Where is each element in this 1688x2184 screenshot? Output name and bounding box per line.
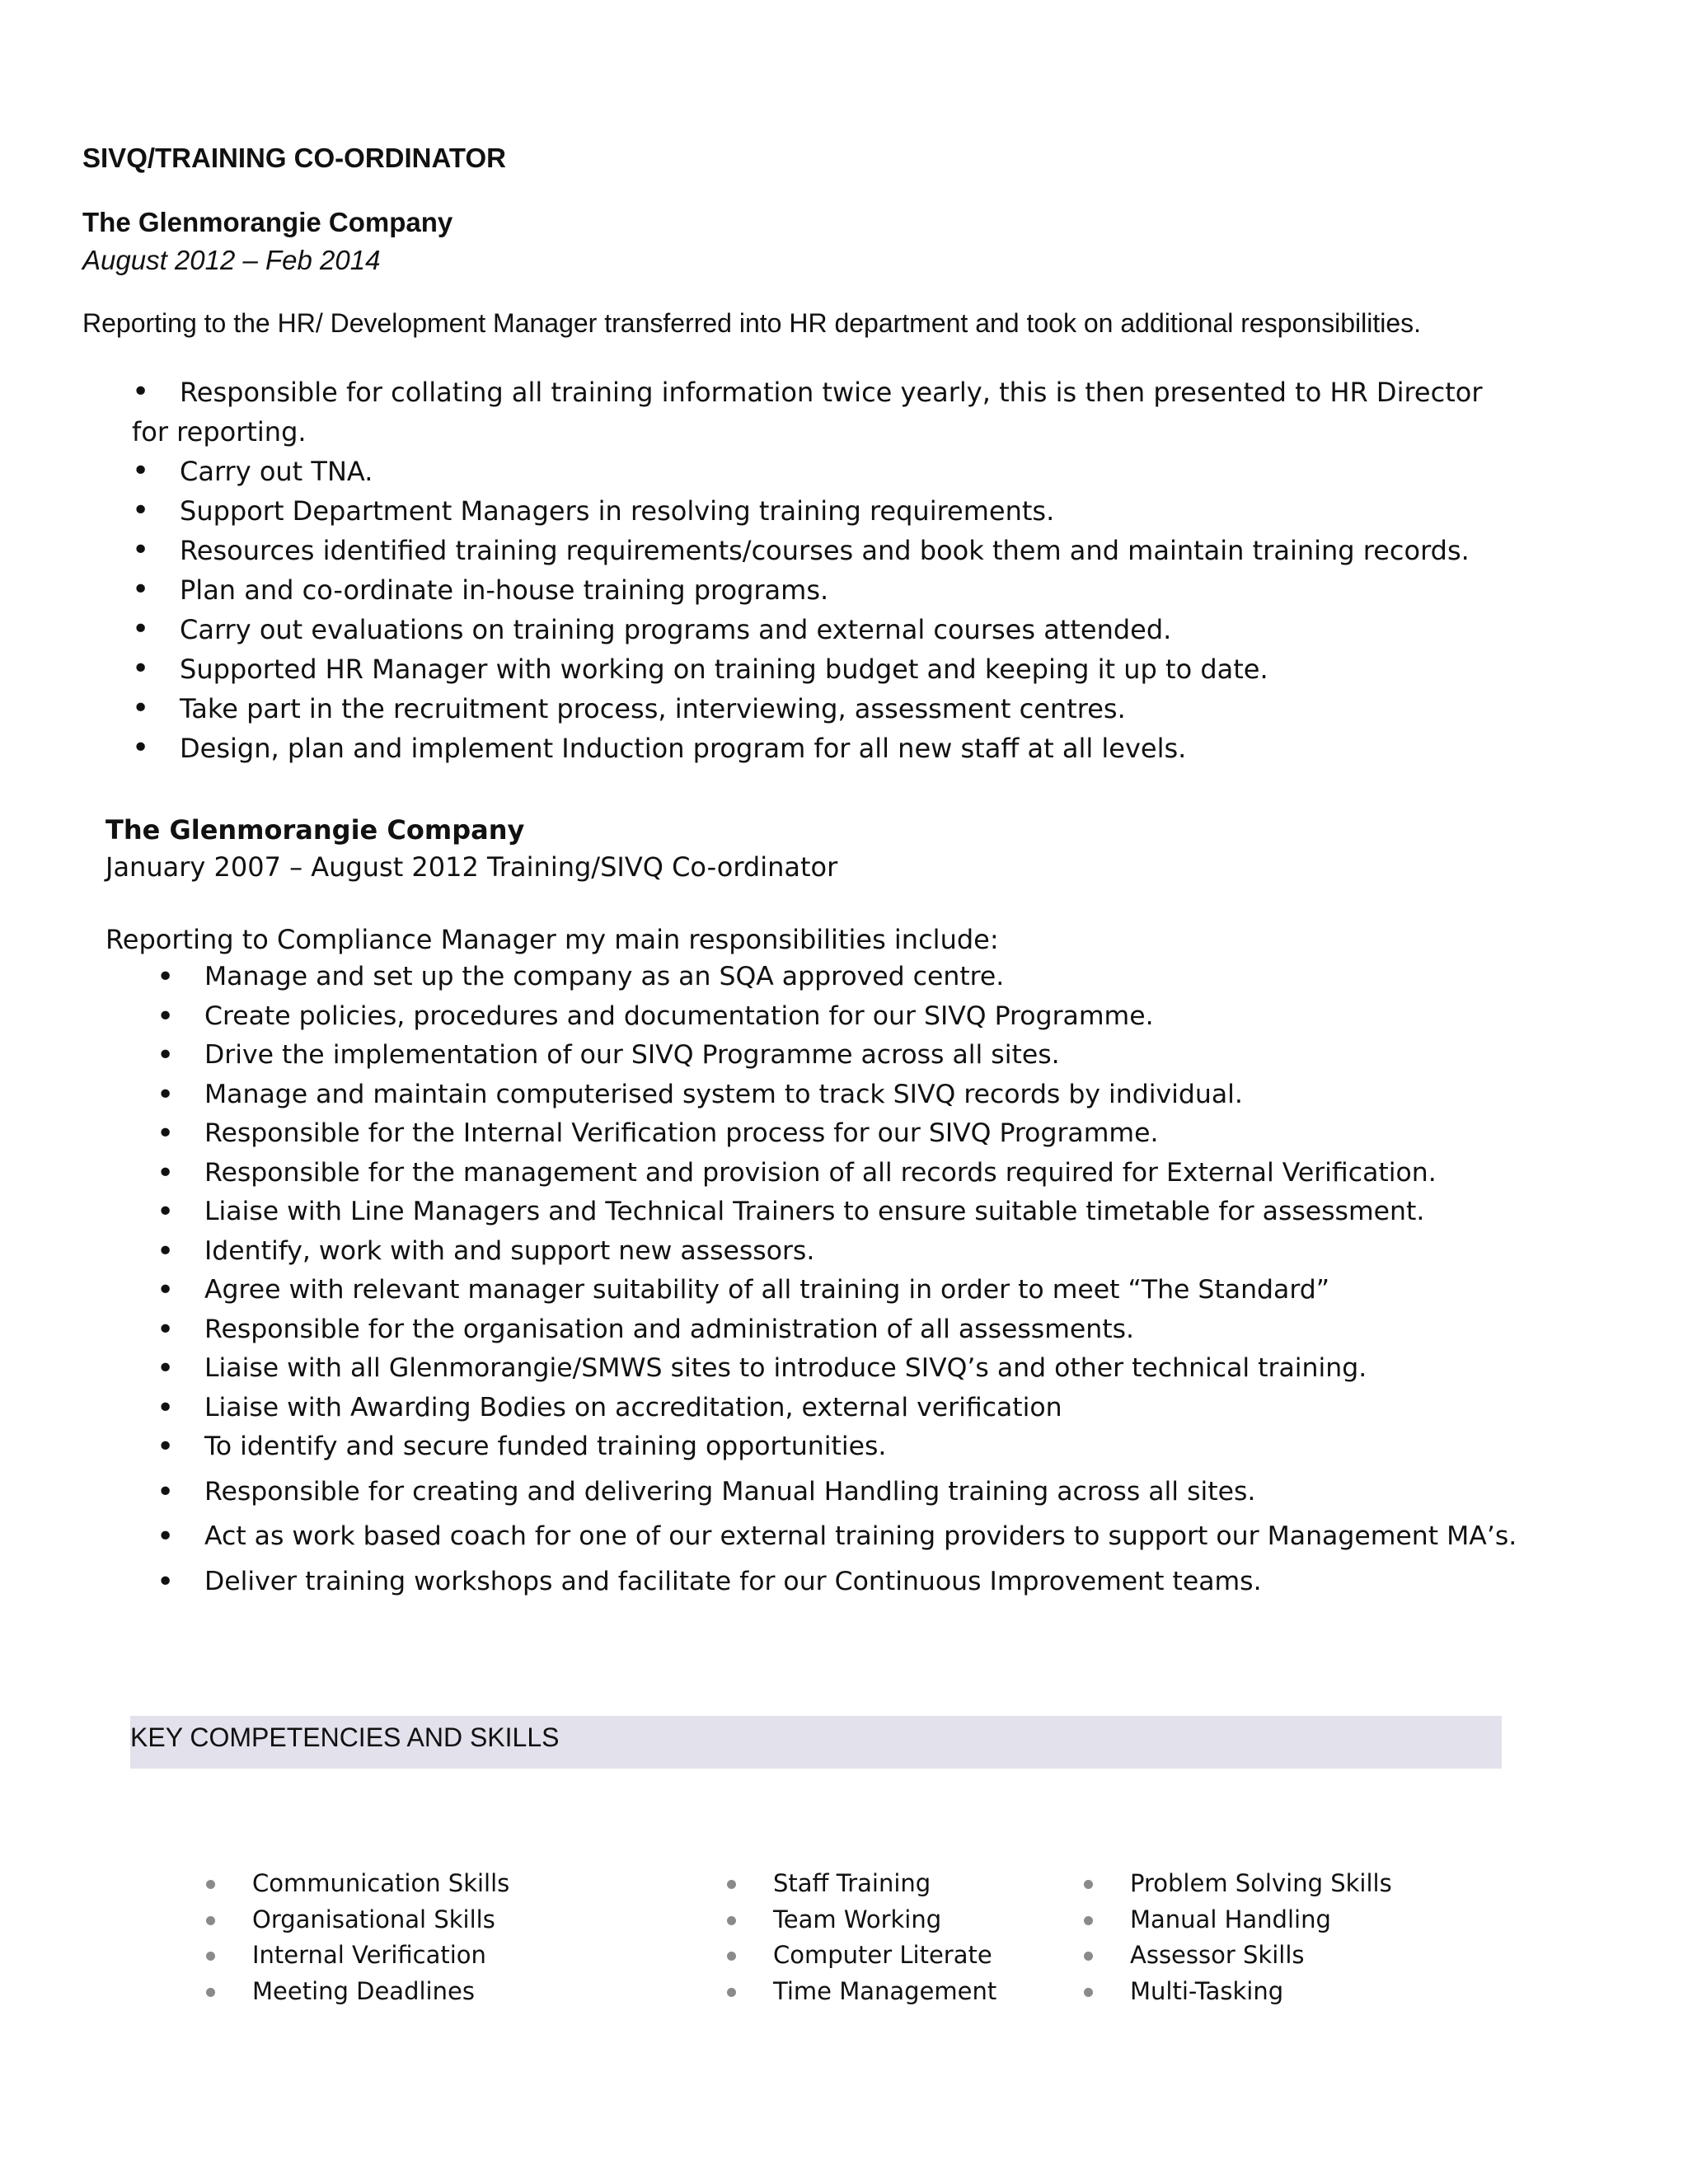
bullet-icon: • bbox=[157, 1273, 175, 1307]
bullet-icon: • bbox=[132, 533, 150, 567]
skills-column bbox=[725, 1866, 996, 2009]
responsibilities-list bbox=[132, 373, 1484, 768]
bullet-icon: • bbox=[157, 1430, 175, 1464]
bullet-icon: • bbox=[157, 1155, 175, 1190]
company-name: The Glenmorangie Company bbox=[82, 207, 453, 237]
bullet-icon: • bbox=[132, 612, 150, 646]
list-item: Team Working bbox=[725, 1902, 996, 1938]
bullet-icon bbox=[727, 1916, 736, 1925]
role-summary: Reporting to the HR/ Development Manager transferred into HR department and took on additional responsibilities. bbox=[82, 308, 1421, 338]
list-item: • Agree with relevant manager suitability of all training in order to meet “The Standard” bbox=[157, 1271, 1508, 1310]
responsibilities-list bbox=[157, 958, 1517, 1601]
list-item: • Liaise with all Glenmorangie/SMWS sites to introduce SIVQ’s and other technical training. bbox=[157, 1349, 1508, 1389]
bullet-icon: • bbox=[157, 1564, 175, 1599]
skills-column bbox=[1082, 1866, 1392, 2009]
list-item: • Manage and set up the company as an SQA approved centre. bbox=[157, 958, 1508, 997]
company-name: The Glenmorangie Company bbox=[106, 814, 525, 846]
bullet-icon: • bbox=[157, 1117, 175, 1151]
bullet-icon bbox=[206, 1952, 215, 1961]
job-title: SIVQ/TRAINING CO-ORDINATOR bbox=[82, 143, 506, 173]
list-item: • Support Department Managers in resolving training requirements. bbox=[132, 491, 1484, 531]
bullet-icon: • bbox=[132, 691, 150, 725]
list-item: • Identify, work with and support new assessors. bbox=[157, 1232, 1508, 1272]
bullet-icon bbox=[1084, 1916, 1093, 1925]
bullet-icon: • bbox=[157, 1038, 175, 1072]
bullet-icon bbox=[206, 1988, 215, 1997]
bullet-icon bbox=[1084, 1952, 1093, 1961]
list-item: • Carry out evaluations on training programs and external courses attended. bbox=[132, 610, 1484, 649]
list-item: • Responsible for collating all training information twice yearly, this is then presented to HR Director for reporting. bbox=[132, 373, 1484, 452]
bullet-icon bbox=[1084, 1988, 1093, 1997]
list-item: Computer Literate bbox=[725, 1938, 996, 1974]
bullet-icon: • bbox=[157, 999, 175, 1033]
list-item: • Deliver training workshops and facilitate for our Continuous Improvement teams. bbox=[157, 1563, 1508, 1602]
bullet-icon: • bbox=[157, 1077, 175, 1112]
list-item: Assessor Skills bbox=[1082, 1938, 1392, 1974]
list-item: • Responsible for the management and provision of all records required for External Verification. bbox=[157, 1154, 1508, 1193]
list-item: • Supported HR Manager with working on training budget and keeping it up to date. bbox=[132, 649, 1484, 689]
bullet-icon bbox=[727, 1952, 736, 1961]
bullet-icon: • bbox=[157, 1352, 175, 1385]
list-item: Time Management bbox=[725, 1974, 996, 2010]
bullet-icon: • bbox=[157, 1234, 175, 1268]
bullet-icon: • bbox=[157, 1390, 175, 1425]
list-item: Internal Verification bbox=[204, 1938, 509, 1974]
list-item: • Plan and co-ordinate in-house training programs. bbox=[132, 570, 1484, 610]
list-item: • Drive the implementation of our SIVQ Programme across all sites. bbox=[157, 1036, 1508, 1076]
role-summary: Reporting to Compliance Manager my main responsibilities include: bbox=[106, 924, 999, 955]
list-item: Multi-Tasking bbox=[1082, 1974, 1392, 2010]
bullet-icon: • bbox=[157, 960, 175, 994]
bullet-icon: • bbox=[157, 1312, 175, 1347]
bullet-icon bbox=[1084, 1880, 1093, 1889]
list-item: Organisational Skills bbox=[204, 1902, 509, 1938]
list-item: • Responsible for the organisation and administration of all assessments. bbox=[157, 1310, 1508, 1350]
list-item: • Design, plan and implement Induction program for all new staff at all levels. bbox=[132, 729, 1484, 768]
bullet-icon bbox=[727, 1880, 736, 1889]
section-heading: KEY COMPETENCIES AND SKILLS bbox=[130, 1722, 560, 1752]
list-item: • Responsible for the Internal Verification process for our SIVQ Programme. bbox=[157, 1114, 1508, 1154]
list-item: • Create policies, procedures and documentation for our SIVQ Programme. bbox=[157, 997, 1508, 1037]
list-item: Meeting Deadlines bbox=[204, 1974, 509, 2010]
bullet-icon: • bbox=[157, 1474, 175, 1509]
bullet-icon: • bbox=[132, 652, 150, 686]
list-item: Manual Handling bbox=[1082, 1902, 1392, 1938]
skills-section-header bbox=[130, 1716, 1502, 1769]
list-item: • Resources identified training requirements/courses and book them and maintain training records. bbox=[132, 531, 1484, 570]
bullet-icon bbox=[727, 1988, 736, 1997]
bullet-icon: • bbox=[132, 494, 150, 527]
list-item: Communication Skills bbox=[204, 1866, 509, 1902]
list-item: • Liaise with Line Managers and Technical Trainers to ensure suitable timetable for assessment. bbox=[157, 1193, 1508, 1232]
bullet-icon: • bbox=[157, 1520, 175, 1554]
employment-dates: August 2012 – Feb 2014 bbox=[82, 245, 381, 275]
list-item: • Carry out TNA. bbox=[132, 452, 1484, 491]
bullet-icon: • bbox=[157, 1195, 175, 1229]
bullet-icon: • bbox=[132, 573, 150, 607]
list-item: • Act as work based coach for one of our external training providers to support our Management MA’s. bbox=[157, 1517, 1508, 1557]
list-item: • Responsible for creating and delivering Manual Handling training across all sites. bbox=[157, 1473, 1508, 1512]
list-item: • To identify and secure funded training opportunities. bbox=[157, 1427, 1508, 1467]
bullet-icon bbox=[206, 1916, 215, 1925]
bullet-icon: • bbox=[132, 454, 150, 488]
list-item: • Take part in the recruitment process, interviewing, assessment centres. bbox=[132, 689, 1484, 729]
list-item: • Manage and maintain computerised system to track SIVQ records by individual. bbox=[157, 1076, 1508, 1115]
list-item: • Liaise with Awarding Bodies on accreditation, external verification bbox=[157, 1389, 1508, 1428]
bullet-icon: • bbox=[132, 375, 150, 409]
bullet-icon: • bbox=[132, 731, 150, 765]
list-item: Staff Training bbox=[725, 1866, 996, 1902]
skills-column bbox=[204, 1866, 509, 2009]
bullet-icon bbox=[206, 1880, 215, 1889]
list-item: Problem Solving Skills bbox=[1082, 1866, 1392, 1902]
employment-dates: January 2007 – August 2012 Training/SIVQ Co-ordinator bbox=[106, 851, 838, 883]
